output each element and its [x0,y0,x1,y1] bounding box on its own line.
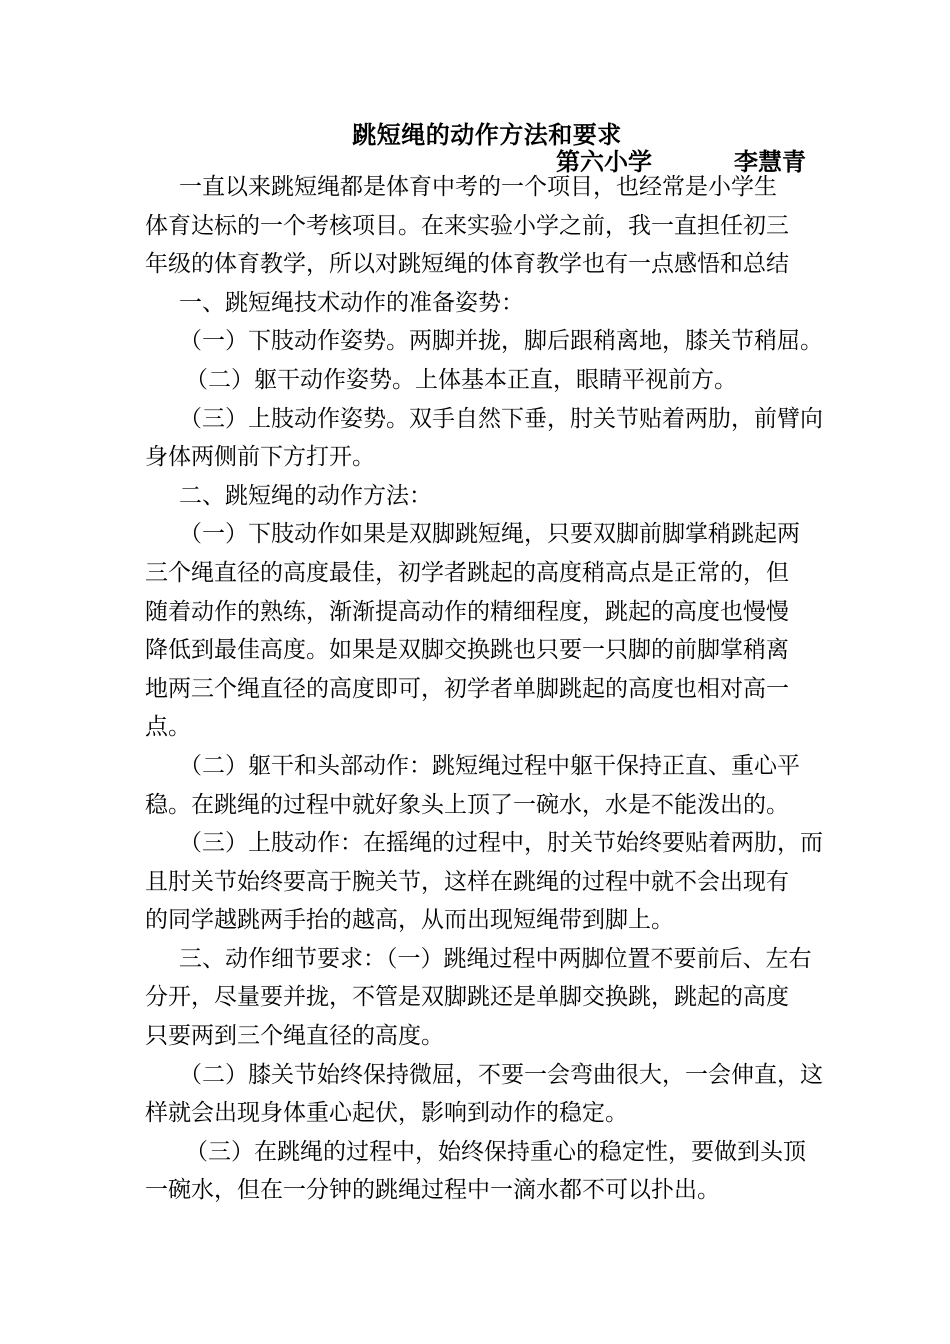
body-line: 稳。在跳绳的过程中就好象头上顶了一碗水，水是不能泼出的。 [145,791,789,818]
section-heading: 二、跳短绳的动作方法： [179,482,432,509]
body-line: （一）下肢动作如果是双脚跳短绳，只要双脚前脚掌稍跳起两 [179,521,800,548]
body-line: 一直以来跳短绳都是体育中考的一个项目，也经常是小学生 [179,174,777,200]
body-line: 随着动作的熟练，渐渐提高动作的精细程度，跳起的高度也慢慢 [145,598,789,625]
document-title: 跳短绳的动作方法和要求 [352,120,622,149]
body-line: 点。 [145,714,191,741]
author-name: 李慧青 [734,147,806,176]
section-heading: 三、动作细节要求：（一）跳绳过程中两脚位置不要前后、左右 [179,945,812,972]
body-line: 身体两侧前下方打开。 [145,444,375,471]
body-line: 三个绳直径的高度最佳，初学者跳起的高度稍高点是正常的，但 [145,559,789,586]
body-line: 且肘关节始终要高于腕关节，这样在跳绳的过程中就不会出现有 [145,868,789,895]
body-line: （三）在跳绳的过程中，始终保持重心的稳定性，要做到头顶 [185,1138,806,1165]
body-line: 样就会出现身体重心起伏，影响到动作的稳定。 [145,1100,628,1127]
body-line: 年级的体育教学，所以对跳短绳的体育教学也有一点感悟和总结 [145,251,789,278]
body-line: （二）躯干和头部动作：跳短绳过程中躯干保持正直、重心平 [179,752,800,779]
body-line: （二）膝关节始终保持微屈，不要一会弯曲很大，一会伸直，这 [179,1061,823,1088]
body-line: 体育达标的一个考核项目。在来实验小学之前，我一直担任初三 [145,212,789,239]
body-line: 只要两到三个绳直径的高度。 [145,1023,444,1050]
body-line: （二）躯干动作姿势。上体基本正直，眼睛平视前方。 [185,366,737,393]
body-line: 降低到最佳高度。如果是双脚交换跳也只要一只脚的前脚掌稍离 [145,637,789,664]
author-school: 第六小学 [556,147,652,176]
body-line: （一）下肢动作姿势。两脚并拢，脚后跟稍离地，膝关节稍屈。 [179,328,823,355]
body-line: （三）上肢动作姿势。双手自然下垂，肘关节贴着两肋，前臂向 [179,405,823,432]
body-line: （三）上肢动作：在摇绳的过程中，肘关节始终要贴着两肋，而 [179,830,823,857]
body-line: 的同学越跳两手抬的越高，从而出现短绳带到脚上。 [145,907,674,934]
section-heading: 一、跳短绳技术动作的准备姿势： [179,289,524,316]
body-line: 一碗水，但在一分钟的跳绳过程中一滴水都不可以扑出。 [145,1177,720,1204]
body-line: 分开，尽量要并拢，不管是双脚跳还是单脚交换跳，跳起的高度 [145,984,789,1011]
body-line: 地两三个绳直径的高度即可，初学者单脚跳起的高度也相对高一 [145,675,789,702]
document-body [145,168,823,1210]
